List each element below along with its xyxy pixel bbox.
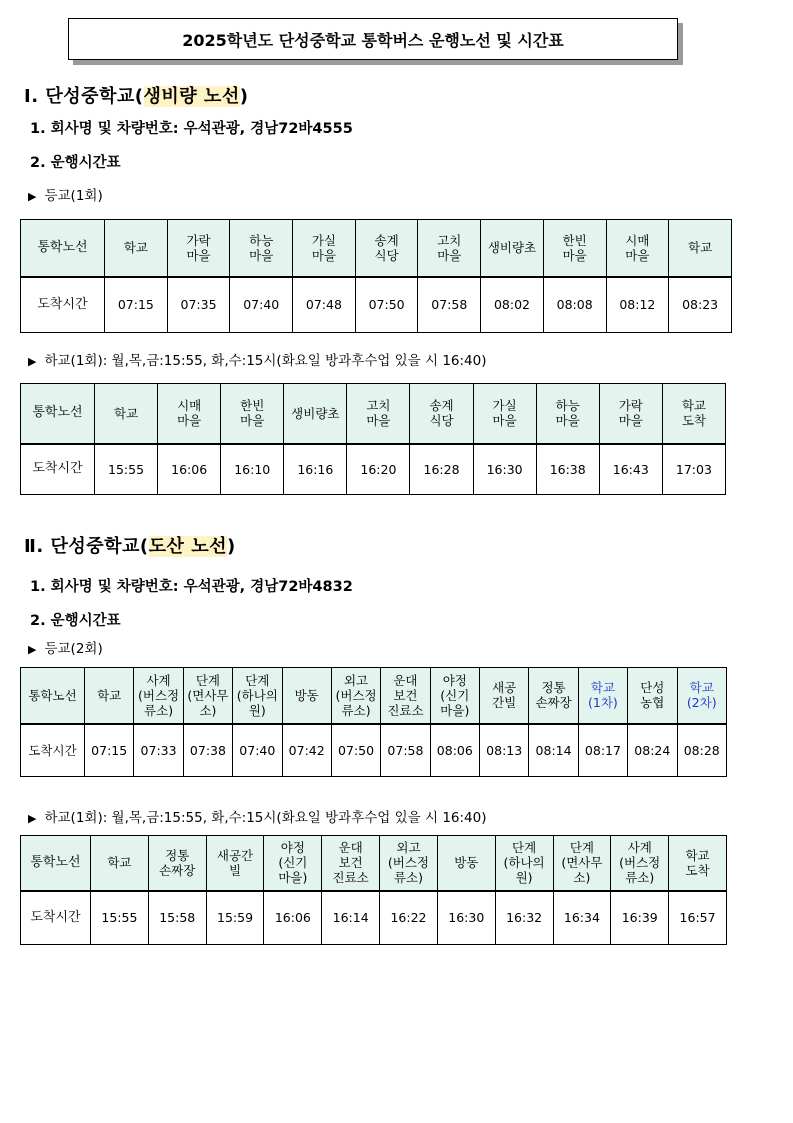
- arrival-time-cell: 15:58: [148, 891, 206, 945]
- arrival-time-cell: 16:16: [284, 444, 347, 495]
- triangle-bullet-icon: ▶: [28, 355, 37, 368]
- arrival-time-cell: 08:14: [529, 724, 578, 777]
- stop-name-cell: 학교: [91, 836, 149, 891]
- stop-name-cell: 방동: [437, 836, 495, 891]
- stop-name-cell: 운대 보건 진료소: [322, 836, 380, 891]
- schedule-table-3-commute: [20, 667, 727, 777]
- triangle-bullet-icon: ▶: [28, 190, 37, 203]
- table-time-row: [21, 444, 726, 495]
- stop-name-cell: 학교: [85, 668, 134, 724]
- arrival-time-cell: 16:22: [380, 891, 438, 945]
- section-1-numeral: Ⅰ.: [24, 86, 39, 107]
- arrival-time-cell: 16:57: [669, 891, 727, 945]
- stop-name-cell: 사계 (버스정 류소): [611, 836, 669, 891]
- stop-name-cell: 가실 마을: [473, 384, 536, 444]
- stop-name-cell: 정통 손짜장: [529, 668, 578, 724]
- stop-name-cell: 송계 식당: [410, 384, 473, 444]
- caption-text: 하교(1회): 월,목,금:15:55, 화,수:15시(화요일 방과후수업 있을 시 16:40): [44, 810, 487, 826]
- arrival-time-cell: 16:38: [536, 444, 599, 495]
- stop-name-cell: 정통 손짜장: [148, 836, 206, 891]
- arrival-time-cell: 08:02: [481, 277, 544, 333]
- triangle-bullet-icon: ▶: [28, 643, 37, 656]
- arrival-time-cell: 16:30: [437, 891, 495, 945]
- stop-name-cell: 학교: [95, 384, 158, 444]
- section-1-heading: [24, 82, 248, 108]
- stop-name-cell: 새공 간빌: [480, 668, 529, 724]
- stop-name-cell: 생비량초: [284, 384, 347, 444]
- section-2-route: 도산 노선: [148, 536, 227, 557]
- arrival-time-cell: 07:40: [233, 724, 282, 777]
- time-label-cell: 도착시간: [21, 724, 85, 777]
- arrival-time-cell: 07:38: [183, 724, 232, 777]
- arrival-time-cell: 16:43: [599, 444, 662, 495]
- arrival-time-cell: 07:15: [85, 724, 134, 777]
- arrival-time-cell: 07:58: [381, 724, 430, 777]
- stop-name-cell: 송계 식당: [355, 220, 418, 277]
- arrival-time-cell: 07:58: [418, 277, 481, 333]
- stop-name-cell: 방동: [282, 668, 331, 724]
- arrival-time-cell: 15:59: [206, 891, 264, 945]
- section-2-company: 1. 회사명 및 차량번호: 우석관광, 경남72바4832: [30, 579, 353, 595]
- section-2-schedule-heading: 2. 운행시간표: [30, 613, 121, 629]
- arrival-time-cell: 07:50: [331, 724, 380, 777]
- document-title: 2025학년도 단성중학교 통학버스 운행노선 및 시간표: [68, 18, 678, 60]
- schedule-table-1-commute: [20, 219, 732, 333]
- arrival-time-cell: 16:39: [611, 891, 669, 945]
- stop-name-cell: 새공간 빌: [206, 836, 264, 891]
- arrival-time-cell: 16:14: [322, 891, 380, 945]
- table-header-row: [21, 220, 732, 277]
- arrival-time-cell: 08:08: [543, 277, 606, 333]
- section-1-table-1-caption: [28, 184, 103, 204]
- arrival-time-cell: 08:13: [480, 724, 529, 777]
- arrival-time-cell: 08:17: [578, 724, 627, 777]
- arrival-time-cell: 08:23: [669, 277, 732, 333]
- stop-name-cell: 야정 (신기 마을): [264, 836, 322, 891]
- arrival-time-cell: 07:40: [230, 277, 293, 333]
- arrival-time-cell: 07:50: [355, 277, 418, 333]
- section-1-school: 단성중학교(: [45, 86, 144, 107]
- stop-name-cell: 한빈 마을: [543, 220, 606, 277]
- stop-name-cell: 외고 (버스정 류소): [380, 836, 438, 891]
- stop-name-cell: 고치 마을: [347, 384, 410, 444]
- stop-name-cell: 학교: [669, 220, 732, 277]
- stop-name-cell: 하능 마을: [230, 220, 293, 277]
- caption-text: 등교(1회): [44, 188, 103, 204]
- stop-name-cell: 야정 (신기 마을): [430, 668, 479, 724]
- stop-name-cell: 운대 보건 진료소: [381, 668, 430, 724]
- table-header-row: [21, 836, 727, 891]
- arrival-time-cell: 16:20: [347, 444, 410, 495]
- stop-name-cell: 외고 (버스정 류소): [331, 668, 380, 724]
- arrival-time-cell: 16:06: [158, 444, 221, 495]
- arrival-time-cell: 16:28: [410, 444, 473, 495]
- stop-name-cell: 가실 마을: [293, 220, 356, 277]
- schedule-table-4-return: [20, 835, 727, 945]
- caption-text: 등교(2회): [44, 641, 103, 657]
- arrival-time-cell: 16:32: [495, 891, 553, 945]
- table-header-row: [21, 384, 726, 444]
- arrival-time-cell: 07:42: [282, 724, 331, 777]
- time-label-cell: 도착시간: [21, 891, 91, 945]
- stop-name-cell: 가락 마을: [599, 384, 662, 444]
- caption-text: 하교(1회): 월,목,금:15:55, 화,수:15시(화요일 방과후수업 있을 시 16:40): [44, 353, 487, 369]
- stop-name-cell: 고치 마을: [418, 220, 481, 277]
- stop-name-cell: 시매 마을: [606, 220, 669, 277]
- arrival-time-cell: 16:30: [473, 444, 536, 495]
- stop-name-cell: 하능 마을: [536, 384, 599, 444]
- table-time-row: [21, 891, 727, 945]
- stop-name-cell: 단성 농협: [628, 668, 677, 724]
- stop-name-cell: 단계 (면사무 소): [183, 668, 232, 724]
- arrival-time-cell: 07:15: [105, 277, 168, 333]
- section-2-close: ): [226, 536, 236, 557]
- stop-name-cell: 사계 (버스정 류소): [134, 668, 183, 724]
- section-1-table-2-caption: [28, 349, 487, 369]
- section-1-company: 1. 회사명 및 차량번호: 우석관광, 경남72바4555: [30, 121, 353, 137]
- stop-name-cell: 생비량초: [481, 220, 544, 277]
- stop-name-cell: 한빈 마을: [221, 384, 284, 444]
- arrival-time-cell: 08:12: [606, 277, 669, 333]
- arrival-time-cell: 15:55: [91, 891, 149, 945]
- arrival-time-cell: 15:55: [95, 444, 158, 495]
- route-label-cell: 통학노선: [21, 220, 105, 277]
- table-time-row: [21, 724, 727, 777]
- triangle-bullet-icon: ▶: [28, 812, 37, 825]
- arrival-time-cell: 07:33: [134, 724, 183, 777]
- route-label-cell: 통학노선: [21, 384, 95, 444]
- arrival-time-cell: 16:10: [221, 444, 284, 495]
- stop-name-cell: 시매 마을: [158, 384, 221, 444]
- section-1-route: 생비량 노선: [143, 86, 240, 107]
- table-time-row: [21, 277, 732, 333]
- stop-name-cell: 학교 도착: [662, 384, 725, 444]
- schedule-table-2-return: [20, 383, 726, 495]
- section-2-table-2-caption: [28, 806, 487, 826]
- time-label-cell: 도착시간: [21, 277, 105, 333]
- stop-name-cell: 단계 (면사무 소): [553, 836, 611, 891]
- stop-name-cell: 학교 (1차): [578, 668, 627, 724]
- arrival-time-cell: 07:48: [293, 277, 356, 333]
- section-2-numeral: Ⅱ.: [24, 536, 44, 557]
- arrival-time-cell: 17:03: [662, 444, 725, 495]
- time-label-cell: 도착시간: [21, 444, 95, 495]
- stop-name-cell: 학교 (2차): [677, 668, 727, 724]
- route-label-cell: 통학노선: [21, 668, 85, 724]
- stop-name-cell: 단계 (하나의 원): [233, 668, 282, 724]
- table-header-row: [21, 668, 727, 724]
- section-2-school: 단성중학교(: [50, 536, 149, 557]
- arrival-time-cell: 08:06: [430, 724, 479, 777]
- arrival-time-cell: 16:34: [553, 891, 611, 945]
- route-label-cell: 통학노선: [21, 836, 91, 891]
- arrival-time-cell: 16:06: [264, 891, 322, 945]
- stop-name-cell: 가락 마을: [167, 220, 230, 277]
- section-2-heading: [24, 532, 236, 558]
- arrival-time-cell: 08:28: [677, 724, 727, 777]
- arrival-time-cell: 08:24: [628, 724, 677, 777]
- section-2-table-1-caption: [28, 637, 103, 657]
- stop-name-cell: 학교: [105, 220, 168, 277]
- section-1-close: ): [239, 86, 249, 107]
- stop-name-cell: 학교 도착: [669, 836, 727, 891]
- arrival-time-cell: 07:35: [167, 277, 230, 333]
- section-1-schedule-heading: 2. 운행시간표: [30, 155, 121, 171]
- stop-name-cell: 단계 (하나의 원): [495, 836, 553, 891]
